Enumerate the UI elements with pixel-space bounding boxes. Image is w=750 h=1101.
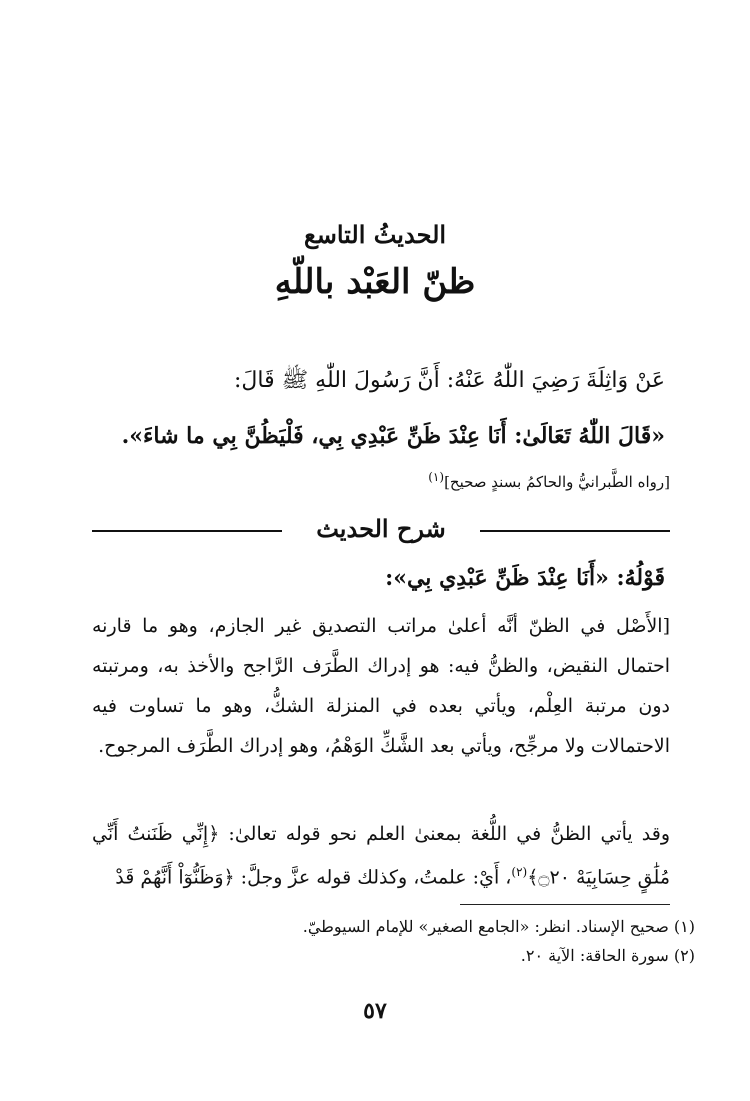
footnote-2: (٢) سورة الحاقة: الآية ٢٠. [520,946,695,965]
page-number: ٥٧ [363,998,387,1024]
paragraph-2-continuation: ، أَيْ: علمتُ، وكذلك قوله عزَّ وجلَّ: ﴿وَظَنُّوٓاْ أَنَّهُمْ قَدْ [115,866,512,889]
section-separator [92,511,670,551]
commentary-paragraph-2 [92,815,670,896]
hadith-narration-line: عَنْ وَاثِلَةَ رَضِيَ اللّٰهُ عَنْهُ: أَنَّ رَسُولَ اللّٰهِ ﷺ قَالَ: [233,368,665,393]
hadith-title: ظنّ العَبْد باللّهِ [274,262,476,302]
hadith-text: «قَالَ اللّٰهُ تَعَالَىٰ: أَنَا عِنْدَ ظَنِّ عَبْدِي بِي، فَلْيَظُنَّ بِي ما شاءَ». [121,423,665,449]
footnote-1: (١) صحيح الإسناد. انظر: «الجامع الصغير» للإمام السيوطيّ. [302,917,695,936]
footnote-ref-1: (١) [428,470,445,484]
chapter-heading: الحديثُ التاسع [303,220,447,249]
footnote-ref-2: (٢) [511,865,528,879]
footnote-rule [460,904,670,905]
separator-line-right [480,530,670,532]
section-title: شرح الحديث [316,514,446,543]
hadith-source-text: [رواه الطَّبرانيُّ والحاكمُ بسندٍ صحيح] [444,473,670,491]
hadith-source [90,470,670,491]
commentary-quote: قَوْلُهُ: «أَنَا عِنْدَ ظَنِّ عَبْدِي بِي»: [385,565,665,591]
paragraph-2-text: وقد يأتي الظنُّ في اللُّغة بمعنىٰ العلم نحو قوله تعالىٰ: ﴿إِنِّي ظَنَنتُ أَنِّي مُلَٰقٍ حِسَابِيَهْ ۝٢٠﴾ [92,823,670,889]
separator-line-left [92,530,282,532]
commentary-paragraph: [الأَصْل في الظنّ أنَّه أعلىٰ مراتب التصديق غير الجازم، وهو ما قارنه احتمال النقيض، والظنُّ فيه: هو إدراك الطَّرَف الرَّاجح والأخذ به، ومرتبته دون مرتبة العِلْم، ويأتي بعده في المنزلة الشكُّ، وهو ما تساوت فيه الاحتمالات ولا مرجِّح، ويأتي بعد الشَّكِّ الوَهْمُ، وهو إدراك الطَّرَف المرجوح. [92,615,670,757]
